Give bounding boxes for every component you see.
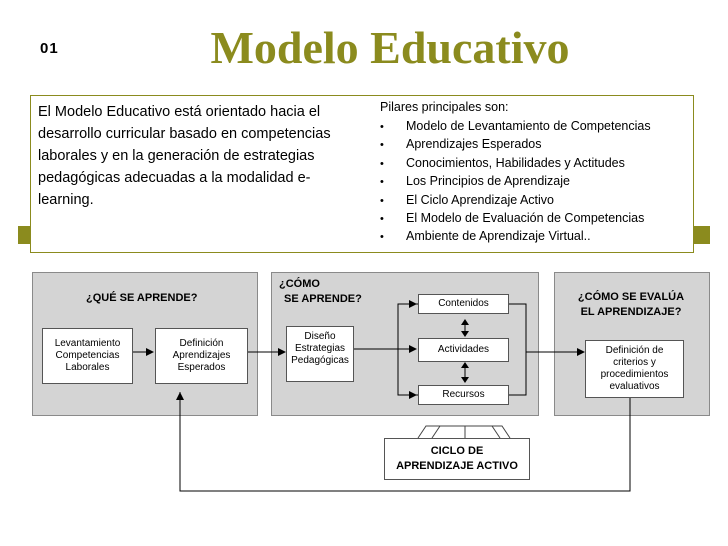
bullet-icon: •: [380, 139, 384, 152]
box-definicion-aprendizajes: Definición Aprendizajes Esperados: [155, 328, 248, 384]
box-actividades: Actividades: [418, 338, 509, 362]
intro-text: El Modelo Educativo está orientado hacia el desarrollo curricular basado en competencias laborales y en la generación de estrategias pedagógicas adecuadas a la modalidad e-learning.: [38, 104, 331, 208]
bracket-right: [509, 304, 526, 395]
box-diseno-estrategias: Diseño Estrategias Pedagógicas: [286, 326, 354, 382]
list-item: • Ambiente de Aprendizaje Virtual..: [380, 228, 651, 246]
page-title: Modelo Educativo: [210, 22, 570, 73]
bullet-icon: •: [380, 231, 384, 244]
heading-que-se-aprende: ¿QUÉ SE APRENDE?: [86, 292, 198, 304]
box-contenidos: Contenidos: [418, 294, 509, 314]
pillars-title: Pilares principales son:: [380, 100, 509, 114]
bullet-icon: •: [380, 157, 384, 170]
heading-como-se-aprende: ¿CÓMO SE APRENDE?: [279, 278, 362, 305]
list-item: • Modelo de Levantamiento de Competencias: [380, 118, 651, 136]
bullet-icon: •: [380, 176, 384, 189]
list-item: • Los Principios de Aprendizaje: [380, 173, 651, 191]
box-levantamiento-competencias: Levantamiento Competencias Laborales: [42, 328, 133, 384]
slide-number: 01: [40, 40, 59, 57]
list-item: • Aprendizajes Esperados: [380, 136, 651, 154]
box-ciclo-aprendizaje-activo: CICLO DE APRENDIZAJE ACTIVO: [384, 438, 530, 480]
list-item: • El Ciclo Aprendizaje Activo: [380, 192, 651, 210]
bullet-icon: •: [380, 121, 384, 133]
bullet-icon: •: [380, 213, 384, 226]
list-item: • Conocimientos, Habilidades y Actitudes: [380, 155, 651, 173]
box-recursos: Recursos: [418, 385, 509, 405]
list-item: • El Modelo de Evaluación de Competencias: [380, 210, 651, 228]
bullet-icon: •: [380, 194, 384, 207]
heading-como-se-evalua: ¿CÓMO SE EVALÚA EL APRENDIZAJE?: [577, 291, 685, 318]
box-definicion-criterios: Definición de criterios y procedimientos evaluativos: [585, 340, 684, 398]
